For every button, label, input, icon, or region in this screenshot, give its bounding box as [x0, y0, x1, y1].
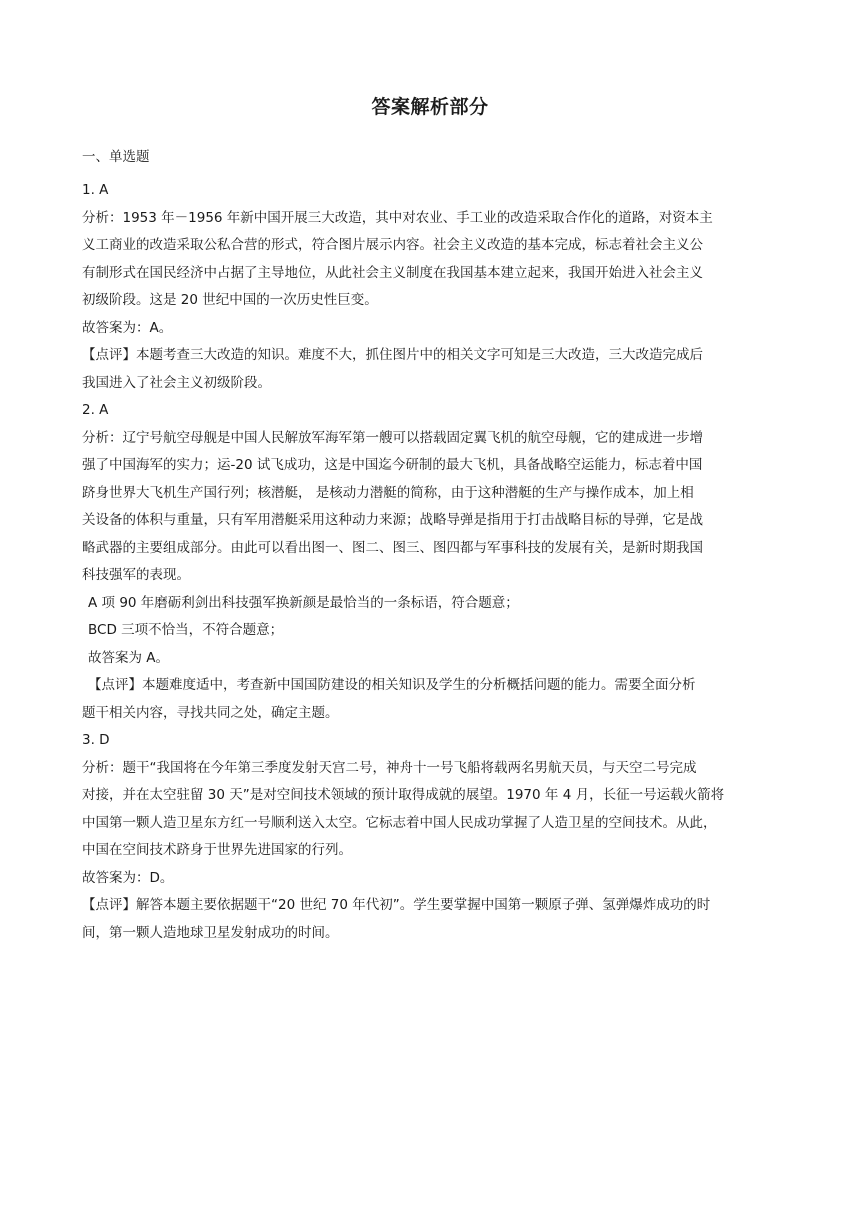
comment-line: 题干相关内容，寻找共同之处，确定主题。 [82, 704, 339, 721]
answer-line: 故答案为：A。 [82, 319, 173, 336]
analysis-line: 有制形式在国民经济中占据了主导地位，从此社会主义制度在我国基本建立起来，我国开始进入社会主义 [82, 264, 703, 281]
option-line: BCD 三项不恰当，不符合题意； [88, 622, 284, 638]
analysis-line: 关设备的体积与重量，只有军用潜艇采用这种动力来源；战略导弹是指用于打击战略目标的导弹，它是战 [82, 512, 703, 528]
option-line: A 项 90 年磨砺利剑出科技强军换新颜是最恰当的一条标语，符合题意； [88, 594, 519, 611]
section-heading: 一、单选题 [82, 149, 150, 165]
analysis-line: 对接，并在太空驻留 30 天”是对空间技术领域的预计取得成就的展望。1970 年 4 月，长征一号运载火箭将 [82, 787, 725, 803]
analysis-line: 分析：辽宁号航空母舰是中国人民解放军海军第一艘可以搭载固定翼飞机的航空母舰，它的建成进一步增 [82, 429, 703, 446]
analysis-line: 初级阶段。这是 20 世纪中国的一次历史性巨变。 [82, 292, 378, 308]
comment-line: 我国进入了社会主义初级阶段。 [82, 374, 271, 391]
question-number: 3. D [82, 732, 110, 748]
page-title: 答案解析部分 [371, 96, 489, 118]
analysis-line: 跻身世界大飞机生产国行列；核潜艇， 是核动力潜艇的简称，由于这种潜艇的生产与操作成本，加上相 [82, 484, 694, 501]
analysis-line: 科技强军的表现。 [82, 567, 190, 583]
question-2 [82, 397, 780, 727]
answer-line: 故答案为 A。 [88, 649, 170, 666]
answer-line: 故答案为：D。 [82, 869, 174, 886]
question-1 [82, 177, 780, 397]
question-number: 1. A [82, 182, 109, 198]
analysis-line: 分析：1953 年－1956 年新中国开展三大改造，其中对农业、手工业的改造采取合作化的道路，对资本主 [82, 209, 713, 226]
analysis-line: 强了中国海军的实力；运-20 试飞成功，这是中国迄今研制的最大飞机，具备战略空运能力，标志着中国 [82, 457, 703, 473]
comment-line: 【点评】解答本题主要依据题干“20 世纪 70 年代初”。学生要掌握中国第一颗原子弹、氢弹爆炸成功的时 [82, 897, 711, 913]
analysis-line: 义工商业的改造采取公私合营的形式，符合图片展示内容。社会主义改造的基本完成，标志着社会主义公 [82, 237, 703, 253]
question-number: 2. A [82, 402, 109, 418]
comment-line: 间，第一颗人造地球卫星发射成功的时间。 [82, 924, 339, 941]
answer-body [82, 144, 780, 947]
comment-line: 【点评】本题难度适中，考查新中国国防建设的相关知识及学生的分析概括问题的能力。需要全面分析 [88, 677, 696, 693]
analysis-line: 分析：题干“我国将在今年第三季度发射天宫二号，神舟十一号飞船将载两名男航天员，与天空二号完成 [82, 759, 697, 776]
comment-line: 【点评】本题考查三大改造的知识。难度不大，抓住图片中的相关文字可知是三大改造，三大改造完成后 [82, 347, 703, 363]
analysis-line: 略武器的主要组成部分。由此可以看出图一、图二、图三、图四都与军事科技的发展有关，是新时期我国 [82, 539, 703, 556]
analysis-line: 中国在空间技术跻身于世界先进国家的行列。 [82, 842, 352, 858]
question-3 [82, 727, 780, 947]
analysis-line: 中国第一颗人造卫星东方红一号顺利送入太空。它标志着中国人民成功掌握了人造卫星的空间技术。从此， [82, 814, 717, 831]
